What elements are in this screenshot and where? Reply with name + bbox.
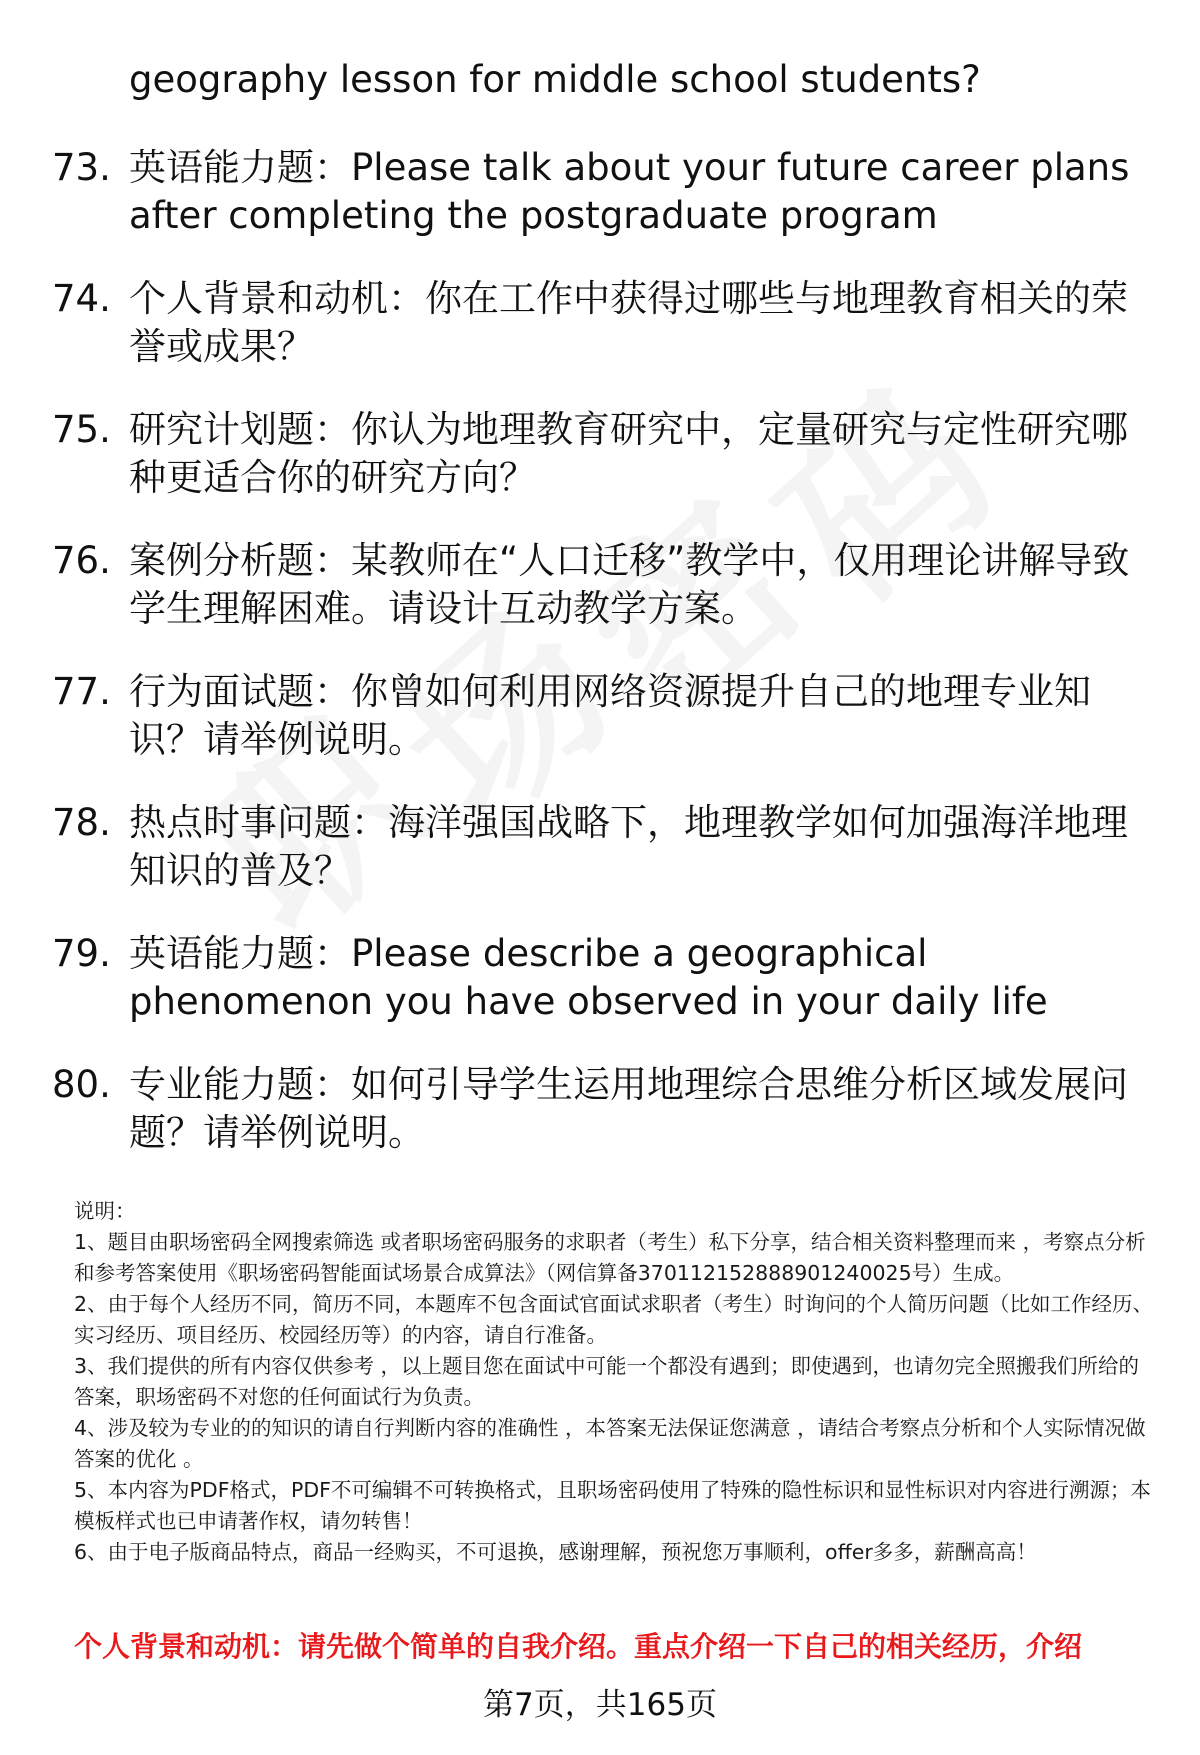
question-item bbox=[52, 668, 1162, 764]
question-number: 74. bbox=[52, 277, 111, 320]
question-text: 专业能力题：如何引导学生运用地理综合思维分析区域发展问题？请举例说明。 bbox=[129, 1063, 1128, 1154]
question-number: 78. bbox=[52, 801, 111, 844]
note-item: 4、涉及较为专业的的知识的请自行判断内容的准确性 ，本答案无法保证您满意 ，请结合考察点分析和个人实际情况做答案的优化 。 bbox=[74, 1416, 1146, 1471]
note-item: 1、题目由职场密码全网搜索筛选 或者职场密码服务的求职者（考生）私下分享，结合相关资料整理而来 ，考察点分析和参考答案使用《职场密码智能面试场景合成算法》（网信算备370112152888901240025号）生成。 bbox=[74, 1230, 1146, 1285]
question-text: 个人背景和动机：你在工作中获得过哪些与地理教育相关的荣誉或成果？ bbox=[129, 277, 1128, 368]
question-number: 77. bbox=[52, 670, 111, 713]
question-item bbox=[52, 406, 1162, 502]
question-number: 79. bbox=[52, 932, 111, 975]
question-item bbox=[52, 144, 1162, 240]
question-item bbox=[52, 275, 1162, 371]
question-number: 75. bbox=[52, 408, 111, 451]
question-item bbox=[52, 1061, 1162, 1157]
question-number: 73. bbox=[52, 146, 111, 189]
disclaimer-notes bbox=[74, 1196, 1159, 1568]
question-item bbox=[52, 537, 1162, 633]
note-item: 5、本内容为PDF格式，PDF不可编辑不可转换格式，且职场密码使用了特殊的隐性标识和显性标识对内容进行溯源；本模板样式也已申请著作权，请勿转售！ bbox=[74, 1478, 1151, 1533]
note-item: 6、由于电子版商品特点，商品一经购买，不可退换，感谢理解，预祝您万事顺利，offer多多，薪酬高高！ bbox=[74, 1540, 1037, 1564]
question-list bbox=[52, 144, 1162, 1192]
page-number: 第7页，共165页 bbox=[483, 1687, 717, 1723]
question-text: 英语能力题：Please describe a geographical phenomenon you have observed in your daily life bbox=[129, 932, 1048, 1023]
question-continuation: geography lesson for middle school students? bbox=[129, 58, 981, 101]
question-text: 英语能力题：Please talk about your future career plans after completing the postgraduate program bbox=[129, 146, 1130, 237]
question-text: 行为面试题：你曾如何利用网络资源提升自己的地理专业知识？请举例说明。 bbox=[129, 670, 1091, 761]
question-number: 80. bbox=[52, 1063, 111, 1106]
next-question-teaser: 个人背景和动机：请先做个简单的自我介绍。重点介绍一下自己的相关经历，介绍 bbox=[74, 1630, 1083, 1663]
question-item bbox=[52, 930, 1162, 1026]
question-item bbox=[52, 799, 1162, 895]
question-number: 76. bbox=[52, 539, 111, 582]
note-item: 2、由于每个人经历不同，简历不同，本题库不包含面试官面试求职者（考生）时询问的个人简历问题（比如工作经历、实习经历、项目经历、校园经历等）的内容，请自行准备。 bbox=[74, 1292, 1154, 1347]
question-text: 热点时事问题：海洋强国战略下，地理教学如何加强海洋地理知识的普及？ bbox=[129, 801, 1128, 892]
note-item: 3、我们提供的所有内容仅供参考 ，以上题目您在面试中可能一个都没有遇到；即使遇到，也请勿完全照搬我们所给的答案，职场密码不对您的任何面试行为负责。 bbox=[74, 1354, 1140, 1409]
question-text: 研究计划题：你认为地理教育研究中，定量研究与定性研究哪种更适合你的研究方向？ bbox=[129, 408, 1128, 499]
question-text: 案例分析题：某教师在“人口迁移”教学中，仅用理论讲解导致学生理解困难。请设计互动教学方案。 bbox=[129, 539, 1130, 630]
notes-heading: 说明： bbox=[74, 1199, 136, 1223]
